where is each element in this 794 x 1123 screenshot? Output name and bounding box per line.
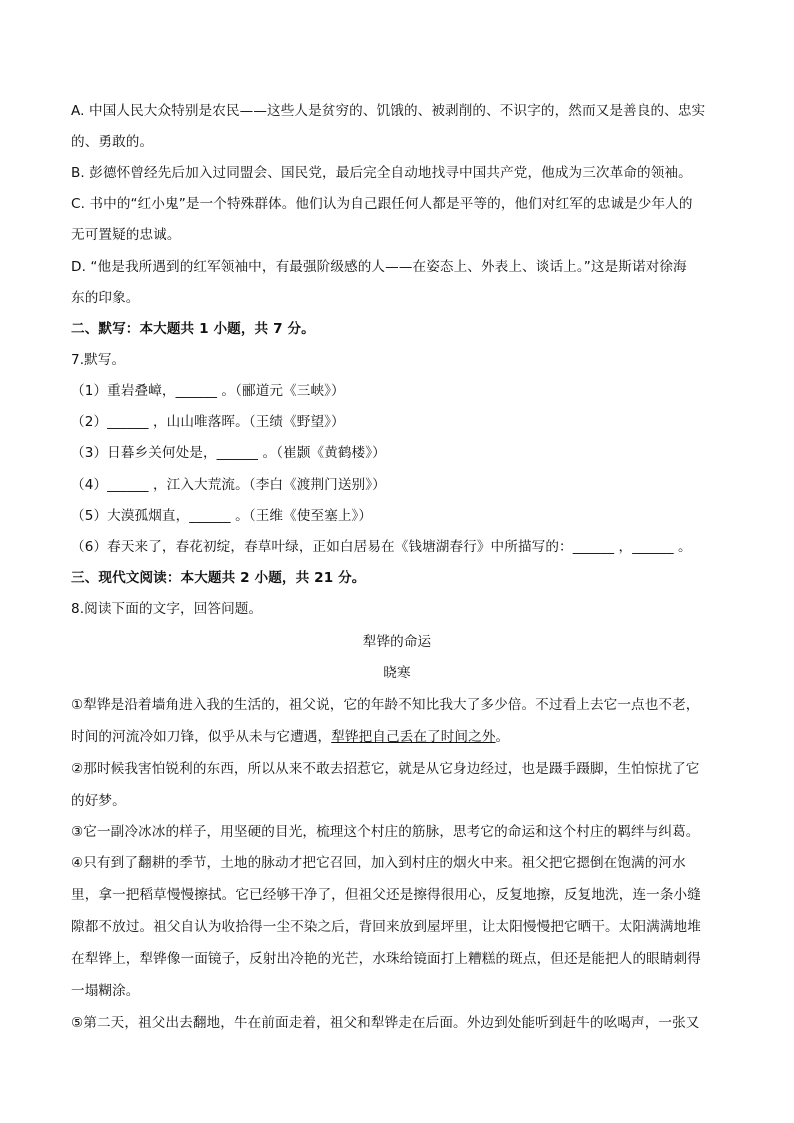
option-a-line-1: A. 中国人民大众特别是农民——这些人是贫穷的、饥饿的、被剥削的、不识字的，然而又是善良的、忠实: [71, 103, 706, 119]
paragraph-4-line-5: 一塌糊涂。: [71, 983, 140, 999]
dictation-item-3: （3）日暮乡关何处是，______ 。（崔颢《黄鹤楼》）: [71, 445, 386, 461]
paragraph-4-line-2: 里，拿一把稻草慢慢擦拭。它已经够干净了，但祖父还是擦得很用心，反复地擦，反复地洗，连一条小缝: [71, 887, 701, 903]
paragraph-2-line-2: 的好梦。: [71, 793, 126, 809]
paragraph-4-line-1: ④只有到了翻耕的季节，土地的脉动才把它召回，加入到村庄的烟火中来。祖父把它摁倒在饱满的河水: [71, 855, 686, 871]
dictation-item-4: （4）______ ，江入大荒流。（李白《渡荆门送别》）: [71, 477, 386, 493]
underlined-sentence: 犁铧把自己丢在了时间之外: [331, 729, 496, 745]
paragraph-1-line-2: [71, 727, 731, 747]
paragraph-1-text: 时间的河流冷如刀锋，似乎从未与它遭遇，: [71, 729, 332, 745]
option-d-line-2: 东的印象。: [71, 290, 140, 306]
dictation-item-6: （6）春天来了，春花初绽，春草叶绿，正如白居易在《钱塘湖春行》中所描写的：______ ，______ 。: [71, 539, 692, 555]
section-3-heading: 三、现代文阅读：本大题共 2 小题，共 21 分。: [71, 570, 366, 586]
paragraph-4-line-4: 在犁铧上，犁铧像一面镜子，反射出冷艳的光芒，水珠给镜面打上糟糕的斑点，但还是能把人的眼睛刺得: [71, 951, 701, 967]
option-c-line-1: C. 书中的“红小鬼”是一个特殊群体。他们认为自己跟任何人都是平等的，他们对红军的忠诚是少年人的: [71, 196, 693, 212]
paragraph-3-line-1: ③它一副冷冰冰的样子，用坚硬的目光，梳理这个村庄的筋脉，思考它的命运和这个村庄的羁绊与纠葛。: [71, 824, 700, 840]
paragraph-5-line-1: ⑤第二天，祖父出去翻地，牛在前面走着，祖父和犁铧走在后面。外边到处能听到赶牛的吆喝声，一张又: [71, 1015, 700, 1031]
option-d-line-1: D. “他是我所遇到的红军领袖中，有最强阶级感的人——在姿态上、外表上、谈话上。”这是斯诺对徐海: [71, 259, 687, 275]
option-c-line-2: 无可置疑的忠诚。: [71, 227, 181, 243]
paragraph-4-line-3: 隙都不放过。祖父自认为收拾得一尘不染之后，背回来放到屋坪里，让太阳慢慢把它晒干。太阳满满地堆: [71, 919, 701, 935]
section-2-heading: 二、默写：本大题共 1 小题，共 7 分。: [71, 321, 315, 337]
option-b: B. 彭德怀曾经先后加入过同盟会、国民党，最后完全自动地找寻中国共产党，他成为三次革命的领袖。: [71, 165, 692, 181]
option-a-line-2: 的、勇敢的。: [71, 134, 154, 150]
paragraph-1-line-1: ①犁铧是沿着墙角进入我的生活的，祖父说，它的年龄不知比我大了多少倍。不过看上去它一点也不老，: [71, 697, 700, 713]
dictation-item-1: （1）重岩叠嶂，______ 。（郦道元《三峡》）: [71, 383, 345, 399]
paragraph-1-period: 。: [495, 729, 510, 745]
dictation-item-2: （2）______ ，山山唯落晖。（王绩《野望》）: [71, 414, 345, 430]
dictation-item-5: （5）大漠孤烟直，______ 。（王维《使至塞上》）: [71, 508, 373, 524]
question-7-prompt: 7.默写。: [71, 352, 126, 368]
article-author: 晓寒: [383, 665, 411, 681]
article-title: 犁铧的命运: [362, 634, 432, 650]
question-8-prompt: 8.阅读下面的文字，回答问题。: [71, 601, 263, 617]
paragraph-2-line-1: ②那时候我害怕锐利的东西，所以从来不敢去招惹它，就是从它身边经过，也是蹑手蹑脚，生怕惊扰了它: [71, 761, 700, 777]
